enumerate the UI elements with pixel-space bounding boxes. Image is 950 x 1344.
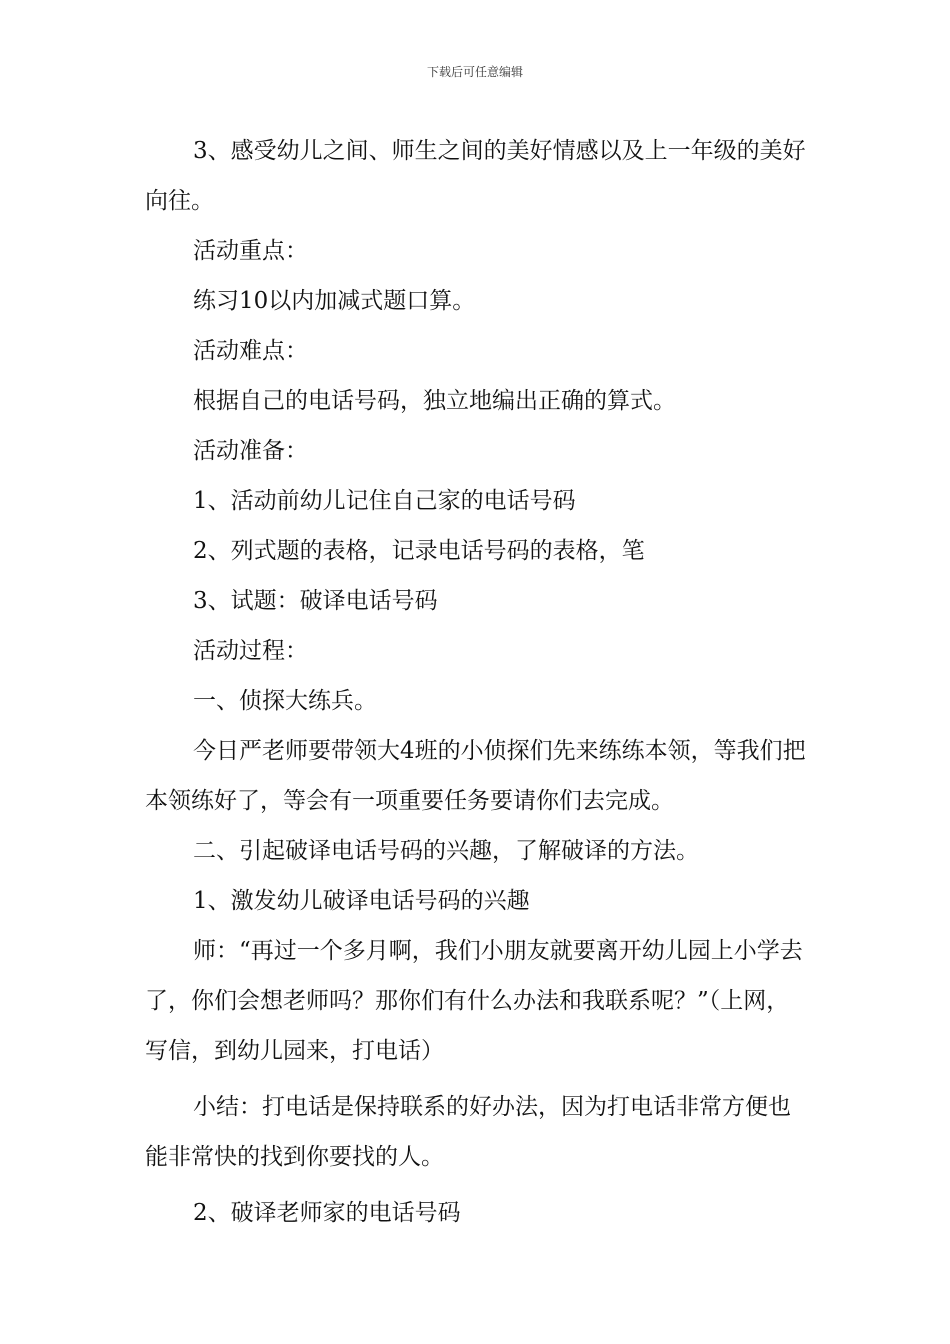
list-item-prep-2: 2、列式题的表格，记录电话号码的表格，笔 [193, 538, 645, 564]
heading-preparation: 活动准备： [193, 438, 308, 464]
list-item-prep-3: 3、试题：破译电话号码 [193, 588, 438, 614]
document-body [145, 126, 807, 1238]
paragraph-key-points: 练习10以内加减式题口算。 [193, 288, 476, 314]
paragraph-difficulties: 根据自己的电话号码，独立地编出正确的算式。 [193, 388, 676, 414]
paragraph-summary: 小结：打电话是保持联系的好办法，因为打电话非常方便也能非常快的找到你要找的人。 [145, 1094, 791, 1170]
heading-process: 活动过程： [193, 638, 308, 664]
heading-key-points: 活动重点： [193, 238, 308, 264]
paragraph-intro: 今日严老师要带领大4班的小侦探们先来练练本领，等我们把本领练好了，等会有一项重要任务要请你们去完成。 [145, 738, 806, 814]
paragraph-goal-3: 3、感受幼儿之间、师生之间的美好情感以及上一年级的美好向往。 [145, 138, 806, 214]
section-heading-2: 二、引起破译电话号码的兴趣，了解破译的方法。 [193, 838, 699, 864]
section-heading-1: 一、侦探大练兵。 [193, 688, 377, 714]
paragraph-teacher-dialogue: 师：“再过一个多月啊，我们小朋友就要离开幼儿园上小学去了，你们会想老师吗？那你们有什么办法和我联系呢？”（上网，写信，到幼儿园来，打电话） [145, 938, 803, 1064]
list-item-step-1: 1、激发幼儿破译电话号码的兴趣 [193, 888, 530, 914]
heading-difficulties: 活动难点： [193, 338, 308, 364]
list-item-step-2: 2、破译老师家的电话号码 [193, 1200, 461, 1226]
list-item-prep-1: 1、活动前幼儿记住自己家的电话号码 [193, 488, 576, 514]
page-header-note: 下载后可任意编辑 [426, 65, 523, 79]
